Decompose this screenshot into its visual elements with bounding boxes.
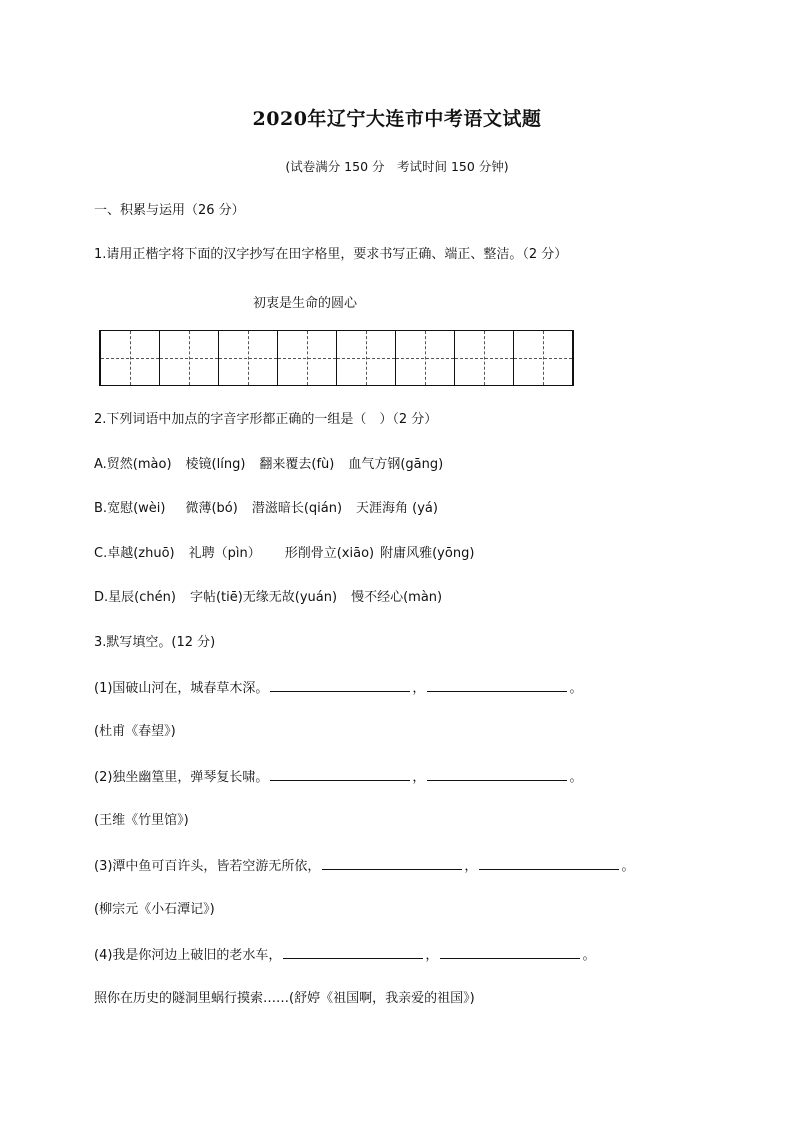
tianzige-grid[interactable] <box>99 330 574 386</box>
dictation-source-3: (柳宗元《小石潭记》) <box>94 902 215 917</box>
answer-blank[interactable] <box>322 857 462 870</box>
option-item: 卓越(zhuō) <box>107 546 175 561</box>
grid-cell[interactable] <box>514 331 572 385</box>
copy-phrase: 初衷是生命的圆心 <box>253 296 358 311</box>
option-item: 形削骨立(xiāo) <box>284 546 375 561</box>
dictation-source-4: 照你在历史的隧洞里蜗行摸索……(舒婷《祖国啊，我亲爱的祖国》) <box>94 991 475 1006</box>
exam-title: 2020年辽宁大连市中考语文试题 <box>252 108 542 130</box>
comma: ， <box>412 770 426 785</box>
grid-cell[interactable] <box>219 331 278 385</box>
period: 。 <box>621 859 635 874</box>
option-item: 慢不经心(màn) <box>351 590 443 605</box>
answer-blank[interactable] <box>270 679 410 692</box>
comma: ， <box>464 859 478 874</box>
exam-subtitle: (试卷满分 150 分 考试时间 150 分钟) <box>285 159 509 174</box>
option-item: 潜滋暗长(qián) <box>251 501 343 516</box>
grid-cell[interactable] <box>455 331 514 385</box>
option-item: 附庸风雅(yōng) <box>380 546 475 561</box>
comma: ， <box>412 681 426 696</box>
answer-blank[interactable] <box>427 679 567 692</box>
option-b <box>94 500 438 518</box>
grid-cell[interactable] <box>101 331 160 385</box>
answer-blank[interactable] <box>283 946 423 959</box>
option-label: D. <box>94 590 109 605</box>
option-item: 宽慰(wèi) <box>107 501 166 516</box>
option-c <box>94 545 474 563</box>
option-item: 微薄(bó) <box>185 501 238 516</box>
dictation-source-1: (杜甫《春望》) <box>94 724 176 739</box>
option-item: 字帖(tiē)无缘无故(yuán) <box>189 590 338 605</box>
section-heading: 一、积累与运用（26 分） <box>94 203 245 218</box>
option-item: 翻来覆去(fù) <box>259 457 335 472</box>
grid-cell[interactable] <box>337 331 396 385</box>
option-item: 天涯海角 (yá) <box>356 501 438 516</box>
option-label: A. <box>94 457 107 472</box>
dictation-prompt: (3)潭中鱼可百许头，皆若空游无所依， <box>94 859 321 874</box>
period: 。 <box>569 681 583 696</box>
option-item: 贸然(mào) <box>106 457 172 472</box>
dictation-prompt: (4)我是你河边上破旧的老水车， <box>94 948 282 963</box>
dictation-source-2: (王维《竹里馆》) <box>94 813 189 828</box>
option-a <box>94 456 443 474</box>
answer-blank[interactable] <box>270 768 410 781</box>
dictation-item-2 <box>94 768 582 787</box>
comma: ， <box>425 948 439 963</box>
dictation-prompt: (2)独坐幽篁里，弹琴复长啸。 <box>94 770 269 785</box>
option-d <box>94 589 442 607</box>
dictation-item-3 <box>94 857 634 876</box>
option-label: C. <box>94 546 108 561</box>
answer-blank[interactable] <box>479 857 619 870</box>
option-label: B. <box>94 501 108 516</box>
answer-blank[interactable] <box>440 946 580 959</box>
period: 。 <box>582 948 596 963</box>
dictation-item-1 <box>94 679 582 698</box>
period: 。 <box>569 770 583 785</box>
answer-blank[interactable] <box>427 768 567 781</box>
option-item: 星辰(chén) <box>108 590 176 605</box>
grid-cell[interactable] <box>396 331 455 385</box>
question-3-text: 3.默写填空。(12 分) <box>94 635 216 650</box>
option-item: 礼聘（pìn） <box>188 546 261 561</box>
question-2-text: 2.下列词语中加点的字音字形都正确的一组是（ ）（2 分） <box>94 412 438 427</box>
dictation-prompt: (1)国破山河在，城春草木深。 <box>94 681 269 696</box>
grid-cell[interactable] <box>278 331 337 385</box>
option-item: 血气方钢(gāng) <box>348 457 444 472</box>
question-1-text: 1.请用正楷字将下面的汉字抄写在田字格里，要求书写正确、端正、整洁。（2 分） <box>94 247 568 262</box>
option-item: 棱镜(líng) <box>185 457 246 472</box>
grid-cell[interactable] <box>160 331 219 385</box>
dictation-item-4 <box>94 946 595 965</box>
